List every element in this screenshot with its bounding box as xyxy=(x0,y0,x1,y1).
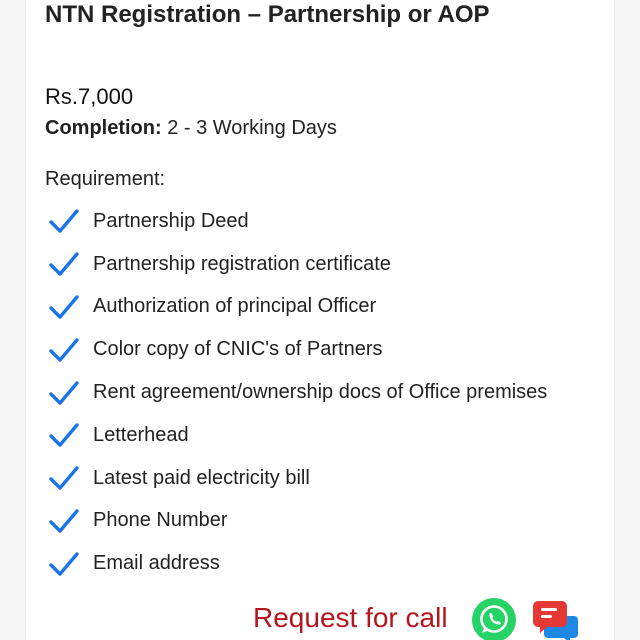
list-item xyxy=(48,286,547,329)
requirement-label: Partnership Deed xyxy=(93,209,249,232)
chat-icon[interactable] xyxy=(532,598,580,640)
requirement-label: Authorization of principal Officer xyxy=(93,295,377,318)
list-item xyxy=(48,500,547,543)
requirement-label: Phone Number xyxy=(93,509,228,532)
check-icon xyxy=(48,207,80,235)
check-icon xyxy=(48,421,80,449)
list-item xyxy=(48,457,547,500)
check-icon xyxy=(48,464,80,492)
requirement-label: Letterhead xyxy=(93,423,189,446)
check-icon xyxy=(48,507,80,535)
request-call-label: Request for call xyxy=(253,602,448,633)
request-call-button[interactable] xyxy=(253,602,448,634)
requirement-label: Latest paid electricity bill xyxy=(93,466,310,489)
list-item xyxy=(48,542,547,585)
check-icon xyxy=(48,379,80,407)
list-item xyxy=(48,200,547,243)
requirement-label: Rent agreement/ownership docs of Office premises xyxy=(93,381,548,404)
requirement-label: Partnership registration certificate xyxy=(93,252,391,275)
list-item xyxy=(48,328,547,371)
completion-label: Completion: xyxy=(45,117,162,139)
check-icon xyxy=(48,293,80,321)
requirement-label: Color copy of CNIC's of Partners xyxy=(93,338,383,361)
list-item xyxy=(48,243,547,286)
check-icon xyxy=(48,250,80,278)
page-title: NTN Registration – Partnership or AOP xyxy=(45,1,490,28)
whatsapp-icon[interactable] xyxy=(471,597,517,640)
list-item xyxy=(48,371,547,414)
requirements-list xyxy=(48,200,547,585)
completion-value: 2 - 3 Working Days xyxy=(161,117,337,139)
requirement-label: Email address xyxy=(93,552,220,575)
price: Rs.7,000 xyxy=(45,84,134,109)
requirements-heading: Requirement: xyxy=(45,168,166,190)
check-icon xyxy=(48,336,80,364)
completion-info xyxy=(45,117,337,140)
list-item xyxy=(48,414,547,457)
check-icon xyxy=(48,550,80,578)
